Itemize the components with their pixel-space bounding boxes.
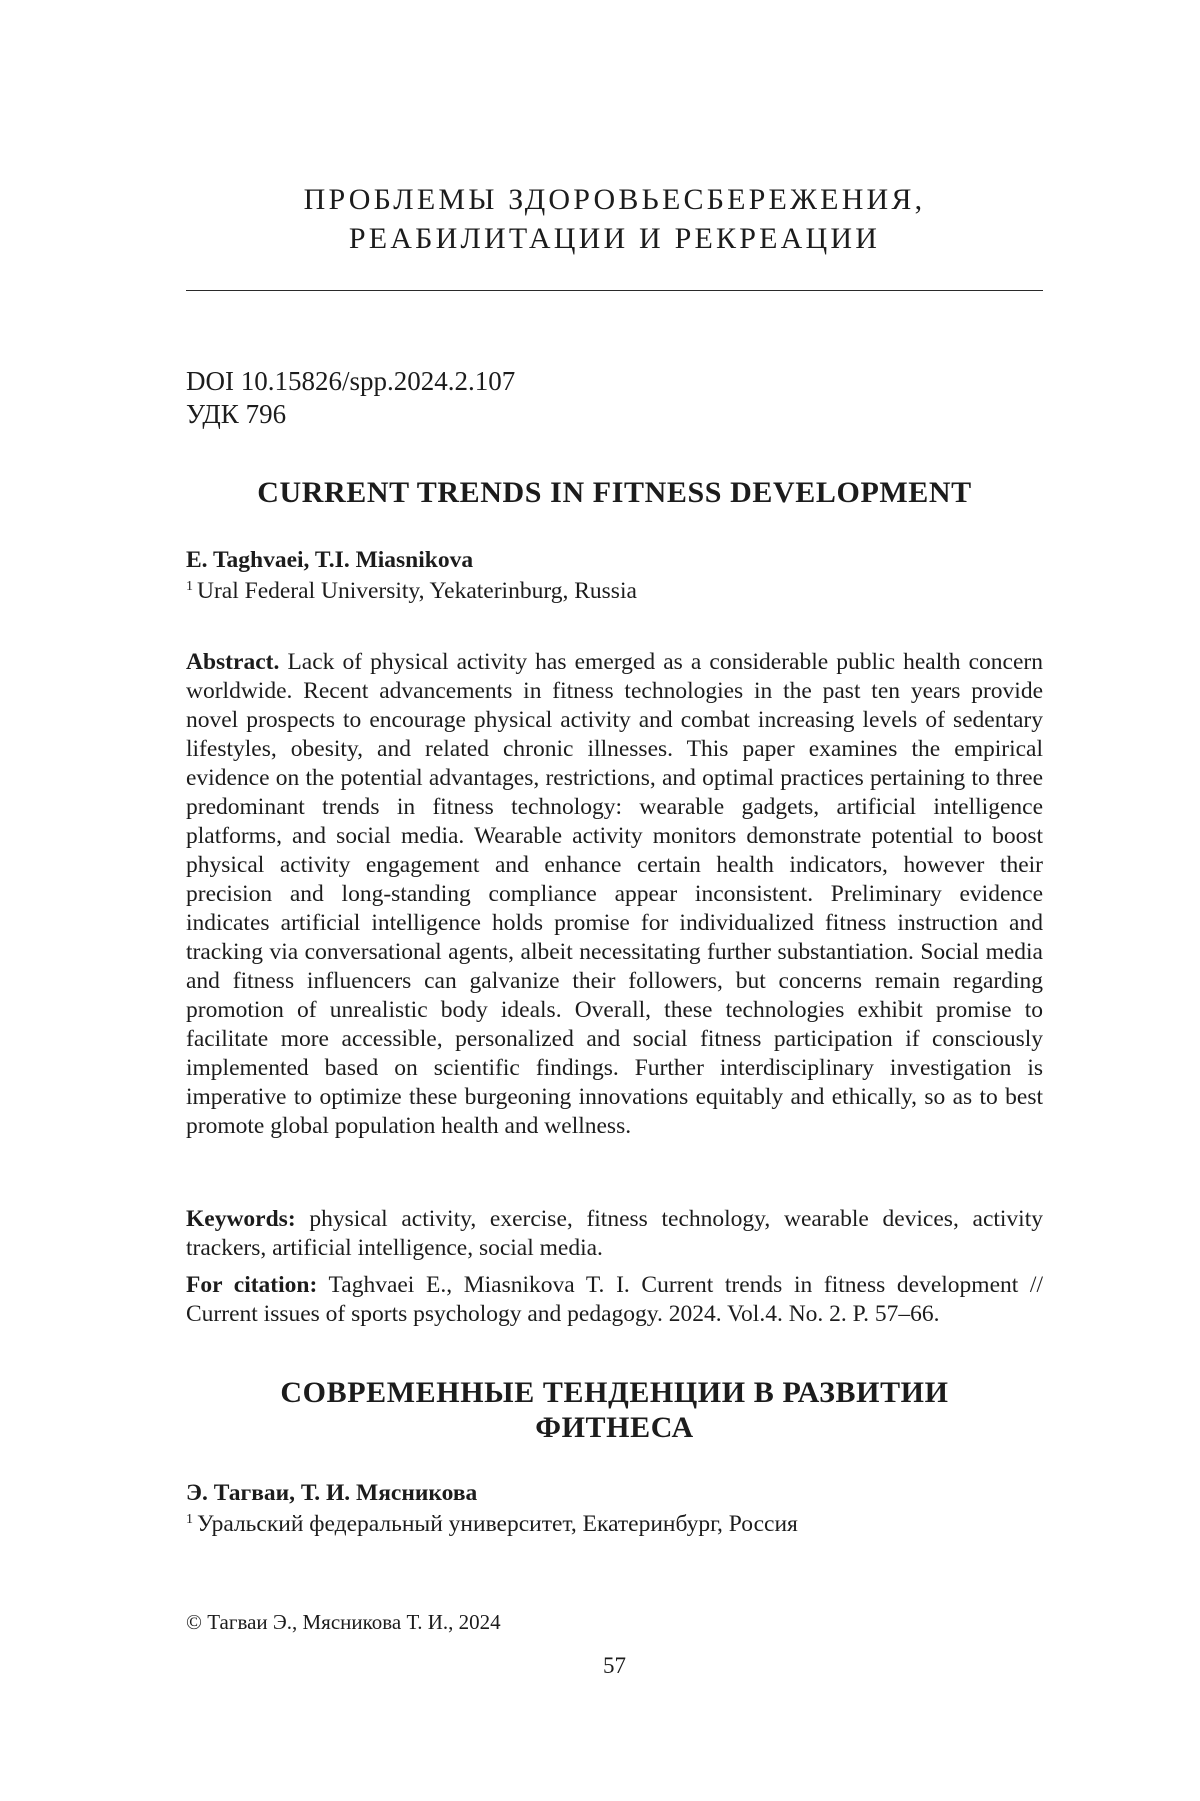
affiliation-mark-ru: 1: [186, 1512, 193, 1527]
citation-text: Taghvaei E., Miasnikova T. I. Current trends in fitness development // Current issues of sports psychology and pedagogy. 2024. Vol.4. No. 2. P. 57–66.: [186, 1272, 1043, 1327]
authors-ru: Э. Тагваи, Т. И. Мясникова: [186, 1480, 477, 1507]
udk: УДК 796: [186, 398, 515, 431]
affiliation-ru: [186, 1511, 798, 1538]
copyright-notice: © Тагваи Э., Мясникова Т. И., 2024: [186, 1610, 501, 1635]
article-title-ru: [186, 1375, 1043, 1445]
affiliation-text-en: Ural Federal University, Yekaterinburg, Russia: [197, 578, 637, 604]
doi: DOI 10.15826/spp.2024.2.107: [186, 365, 515, 398]
header-divider: [186, 290, 1043, 291]
page-number: 57: [186, 1653, 1043, 1679]
keywords-text: physical activity, exercise, fitness technology, wearable devices, activity trackers, artificial intelligence, social media.: [186, 1206, 1043, 1261]
abstract-label: Abstract.: [186, 649, 279, 675]
article-title-ru-line-2: ФИТНЕСА: [186, 1410, 1043, 1445]
affiliation-mark-en: 1: [186, 579, 193, 594]
journal-section-header: [186, 180, 1043, 258]
citation-label: For citation:: [186, 1272, 317, 1298]
authors-en: E. Taghvaei, T.I. Miasnikova: [186, 547, 473, 574]
section-header-line-2: РЕАБИЛИТАЦИИ И РЕКРЕАЦИИ: [186, 219, 1043, 258]
abstract-text: Lack of physical activity has emerged as a considerable public health concern worldwide. Recent advancements in fitness technologies in the past ten years provide novel prospects to encourage physical activity and combat increasing levels of sedentary lifestyles, obesity, and related chronic illnesses. This paper examines the empirical evidence on the potential advantages, restrictions, and optimal practices pertaining to three predominant trends in fitness technology: wearable gadgets, artificial intelligence platforms, and social media. Wearable activity monitors demonstrate potential to boost physical activity engagement and enhance certain health indicators, however their precision and long-standing compliance appear inconsistent. Preliminary evidence indicates artificial intelligence holds promise for individualized fitness instruction and tracking via conversational agents, albeit necessitating further substantiation. Social media and fitness influencers can galvanize their followers, but concerns remain regarding promotion of unrealistic body ideals. Overall, these technologies exhibit promise to facilitate more accessible, personalized and social fitness participation if consciously implemented based on scientific findings. Further interdisciplinary investigation is imperative to optimize these burgeoning innovations equitably and ethically, so as to best promote global population health and wellness.: [186, 649, 1043, 1139]
article-identifiers: [186, 365, 515, 431]
keywords: [186, 1205, 1043, 1263]
citation: [186, 1271, 1043, 1329]
abstract: [186, 648, 1043, 1141]
article-title-ru-line-1: СОВРЕМЕННЫЕ ТЕНДЕНЦИИ В РАЗВИТИИ: [186, 1375, 1043, 1410]
paper-page: [186, 0, 1043, 1801]
article-title-en: CURRENT TRENDS IN FITNESS DEVELOPMENT: [186, 476, 1043, 510]
section-header-line-1: ПРОБЛЕМЫ ЗДОРОВЬЕСБЕРЕЖЕНИЯ,: [186, 180, 1043, 219]
keywords-label: Keywords:: [186, 1206, 296, 1232]
affiliation-text-ru: Уральский федеральный университет, Екатеринбург, Россия: [197, 1511, 798, 1537]
affiliation-en: [186, 578, 637, 605]
